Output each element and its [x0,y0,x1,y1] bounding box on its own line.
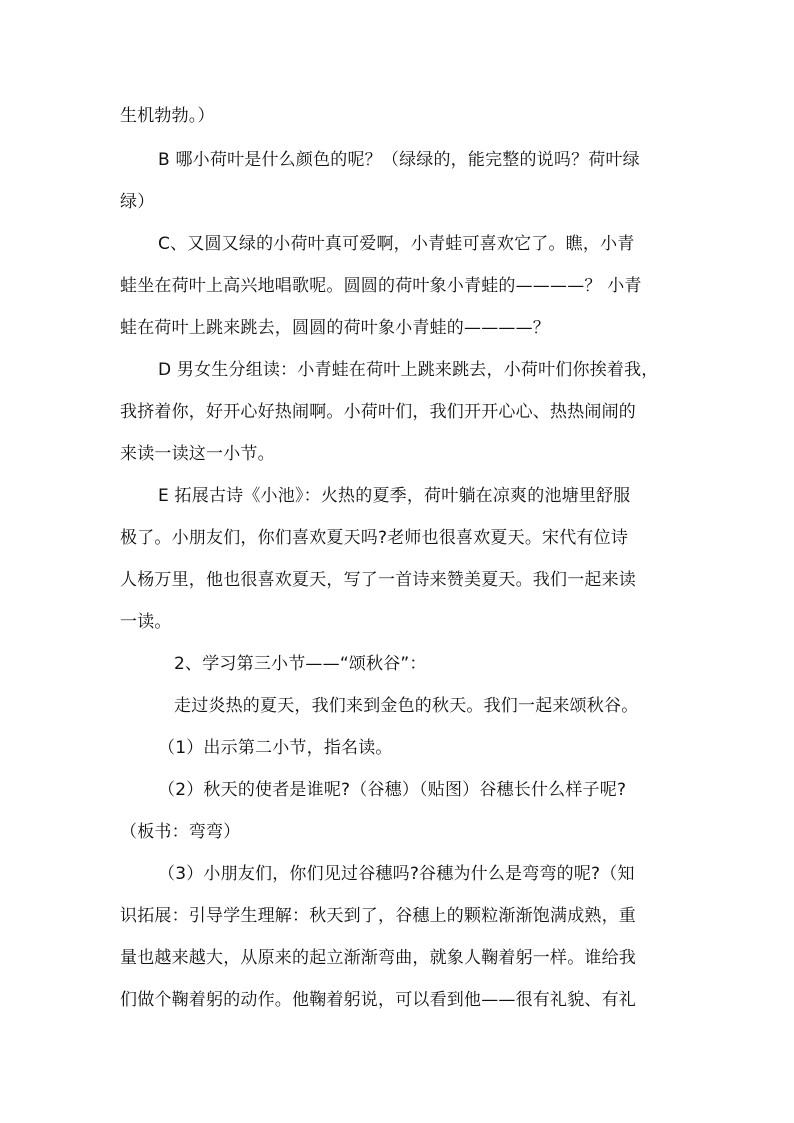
text-line: 们做个鞠着躬的动作。他鞠着躬说，可以看到他——很有礼貌、有礼 [120,990,636,1010]
text-line: 我挤着你，好开心好热闹啊。小荷叶们，我们开开心心、热热闹闹的 [120,402,636,422]
text-line: B 哪小荷叶是什么颜色的呢？（绿绿的，能完整的说吗？荷叶绿 [158,150,640,170]
text-line: 绿） [120,192,155,212]
text-line: （板书：弯弯） [120,822,241,842]
text-line: 识拓展：引导学生理解：秋天到了，谷穗上的颗粒渐渐饱满成熟，重 [120,906,636,926]
text-line: D 男女生分组读：小青蛙在荷叶上跳来跳去，小荷叶们你挨着我， [158,360,659,380]
text-line: 蛙在荷叶上跳来跳去，圆圆的荷叶象小青蛙的————？ [120,318,550,338]
text-line: 蛙坐在荷叶上高兴地唱歌呢。圆圆的荷叶象小青蛙的————？ 小青 [120,276,642,296]
text-line: 生机勃勃。） [120,106,215,126]
text-line: （3）小朋友们，你们见过谷穗吗?谷穗为什么是弯弯的呢?（知 [158,864,635,884]
text-line: 一读。 [120,612,172,632]
text-line: 来读一读这一小节。 [120,444,275,464]
text-line: C、又圆又绿的小荷叶真可爱啊，小青蛙可喜欢它了。瞧，小青 [158,234,635,254]
text-line: 量也越来越大，从原来的起立渐渐弯曲，就象人鞠着躬一样。谁给我 [120,948,636,968]
section-heading: 2、学习第三小节——“颂秋谷”： [174,654,427,674]
text-line: E 拓展古诗《小池》：火热的夏季，荷叶躺在凉爽的池塘里舒服 [158,486,631,506]
text-line: 走过炎热的夏天，我们来到金色的秋天。我们一起来颂秋谷。 [174,696,639,716]
text-line: 极了。小朋友们，你们喜欢夏天吗?老师也很喜欢夏天。宋代有位诗 [120,528,629,548]
text-line: （1）出示第二小节，指名读。 [158,738,393,758]
text-line: （2）秋天的使者是谁呢?（谷穗）（贴图）谷穗长什么样子呢? [158,780,627,800]
text-line: 人杨万里，他也很喜欢夏天，写了一首诗来赞美夏天。我们一起来读 [120,570,636,590]
